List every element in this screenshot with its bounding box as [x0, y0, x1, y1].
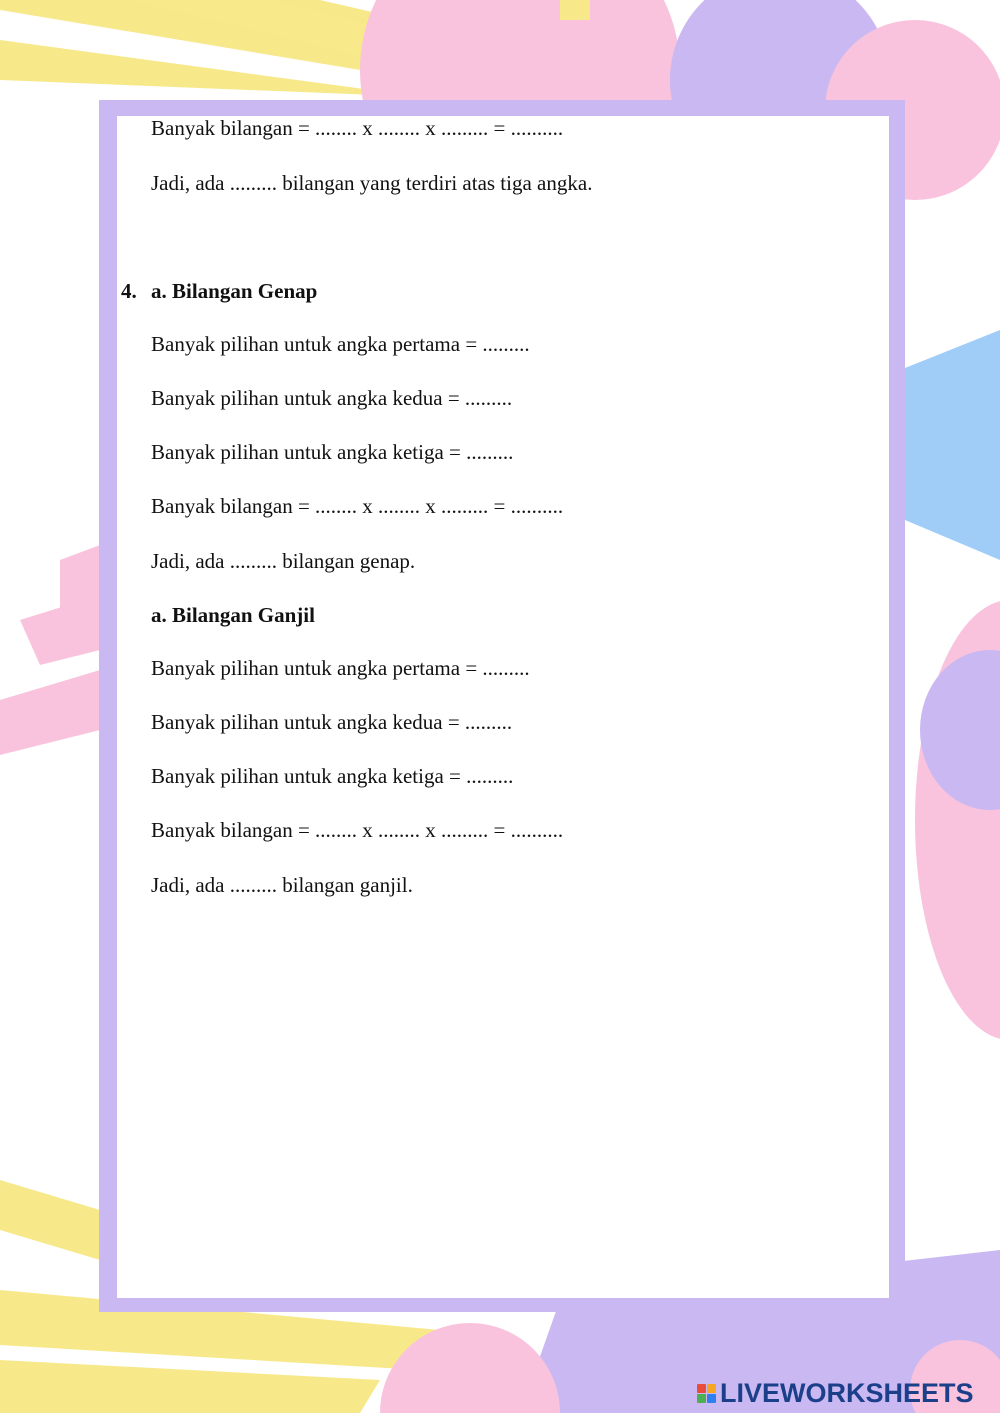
text-line: Banyak pilihan untuk angka ketiga = .........: [151, 440, 514, 464]
question-number: 4.: [121, 279, 137, 303]
text-line: Banyak pilihan untuk angka kedua = .........: [151, 386, 513, 410]
text-line: Banyak bilangan = ........ x ........ x ......... = ..........: [151, 818, 564, 842]
text-line: Banyak pilihan untuk angka pertama = .........: [151, 656, 530, 680]
text-line: Jadi, ada ......... bilangan yang terdiri atas tiga angka.: [151, 171, 593, 195]
text-line: Banyak pilihan untuk angka ketiga = .........: [151, 764, 514, 788]
text-line: Banyak bilangan = ........ x ........ x ......... = ..........: [151, 494, 564, 518]
brand-name: LIVEWORKSHEETS: [720, 1378, 974, 1408]
section-heading-odd: a. Bilangan Ganjil: [151, 603, 315, 627]
text-line: Banyak bilangan = ........ x ........ x ......... = ..........: [151, 116, 564, 140]
text-line: Banyak pilihan untuk angka kedua = .........: [151, 710, 513, 734]
liveworksheets-icon: [697, 1384, 716, 1403]
text-line: Jadi, ada ......... bilangan ganjil.: [151, 873, 413, 897]
section-heading-even: a. Bilangan Genap: [151, 279, 318, 303]
text-line: Jadi, ada ......... bilangan genap.: [151, 549, 416, 573]
liveworksheets-logo[interactable]: [697, 1378, 974, 1409]
text-line: Banyak pilihan untuk angka pertama = .........: [151, 332, 530, 356]
